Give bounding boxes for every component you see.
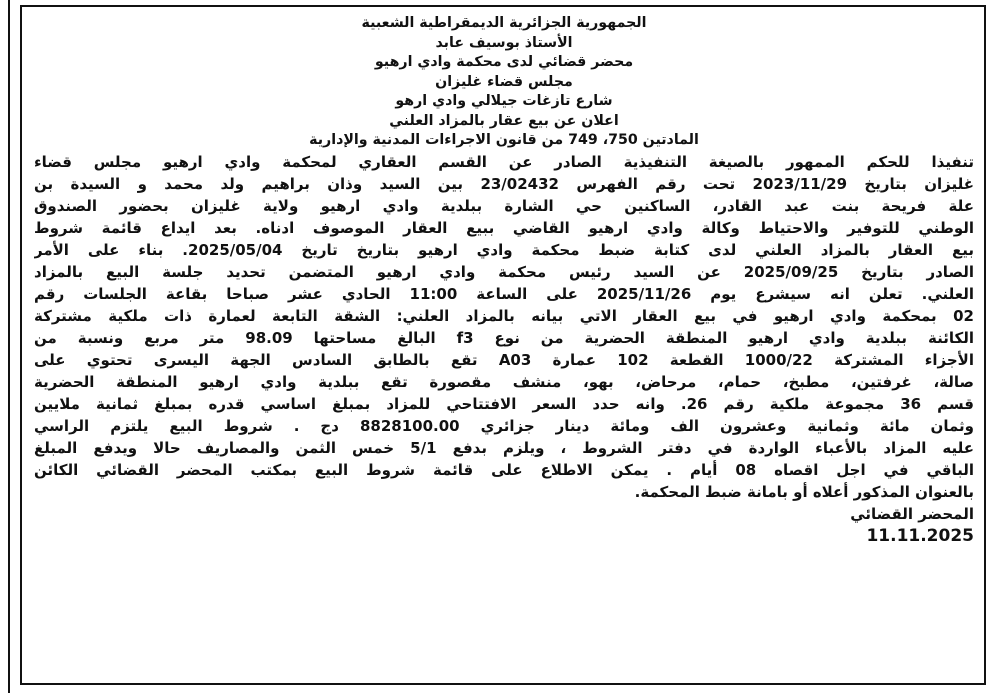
signature-date: 11.11.2025 xyxy=(866,525,974,546)
header-line: الأستاذ بوسيف عابد xyxy=(435,34,573,51)
body-line: العلني. تعلن انه سيشرع يوم 2025/11/26 على الساعة 11:00 الحادي عشر صباحا بقاعة الجلسات رقم xyxy=(34,284,974,303)
body-line: الأجزاء المشتركة 1000/22 القطعة 102 عمارة A03 تقع بالطابق السادس الجهة اليسرى تحتوي على xyxy=(34,350,974,369)
body-line: الكائنة ببلدية وادي ارهيو المنطقة الحضرية من نوع f3 البالغ مساحتها 98.09 متر مربع ونسبة من xyxy=(34,328,974,347)
legal-notice xyxy=(20,5,986,685)
body-line: قسم 36 مجموعة ملكية رقم 26. وانه حدد السعر الافتتاحي للمزاد بمبلغ اساسي قدره بمبلغ ثمانية ملايين xyxy=(34,394,974,413)
body-line: الصادر بتاريخ 2025/09/25 عن السيد رئيس محكمة وادي ارهيو المتضمن تحديد جلسة البيع بالمزاد xyxy=(34,262,974,281)
body-line: وثمان مائة وثمانية وعشرون الف ومائة دينار جزائري 8828100.00 دج . شروط البيع يلتزم الراسي xyxy=(34,416,974,435)
signature-block xyxy=(34,503,974,547)
header-line: المادتين 750، 749 من قانون الاجراءات المدنية والإدارية xyxy=(309,132,699,148)
body-line: الوطني للتوفير والاحتياط وكالة وادي ارهيو القاضي ببيع العقار الموصوف ادناه. بعد ايداع قائمة شروط xyxy=(34,218,974,237)
body-line: علة فريحة بنت عبد القادر، الساكنين حي الشارة ببلدية وادي ارهيو ولاية غليزان بحضور الصندوق xyxy=(34,196,974,215)
body-line: الباقي في اجل اقصاه 08 أيام . يمكن الاطلاع على قائمة شروط البيع بمكتب المحضر القضائي الكائن xyxy=(34,460,974,479)
notice-body xyxy=(34,151,974,503)
notice-header xyxy=(34,14,974,151)
left-border-rule xyxy=(8,0,10,693)
body-line: 02 بمحكمة وادي ارهيو في بيع العقار الاتي بيانه بالمزاد العلني: الشقة التابعة لعمارة ذات ملكية مشتركة xyxy=(34,306,974,325)
body-line: تنفيذا للحكم الممهور بالصيغة التنفيذية الصادر عن القسم العقاري لمحكمة وادي ارهيو مجلس قضاء xyxy=(34,152,974,171)
body-line: غليزان بتاريخ 2023/11/29 تحت رقم الفهرس 23/02432 بين السيد وذان براهيم ولد محمد و السيدة بن xyxy=(34,174,974,193)
signature-title: المحضر القضائي xyxy=(850,504,974,523)
header-line: شارع تازغات جيلالي وادي ارهو xyxy=(395,93,613,109)
header-line: اعلان عن بيع عقار بالمزاد العلني xyxy=(389,112,619,129)
body-line: عليه المزاد بالأعباء الواردة في دفتر الشروط ، ويلزم بدفع 5/1 خمس الثمن والمصاريف حالا ويدفع المبلغ xyxy=(34,438,974,457)
body-line: صالة، غرفتين، مطبخ، حمام، مرحاض، بهو، منشف مقصورة تقع ببلدية وادي ارهيو المنطقة الحضرية xyxy=(34,372,974,391)
header-line: محضر قضائي لدى محكمة وادي ارهيو xyxy=(374,54,634,70)
body-line: بيع العقار بالمزاد العلني لدى كتابة ضبط محكمة وادي ارهيو بتاريخ تاريخ 2025/05/04. بناء على الأمر xyxy=(34,240,974,259)
header-line: الجمهورية الجزائرية الديمقراطية الشعبية xyxy=(361,15,647,31)
body-line: بالعنوان المذكور أعلاه أو بامانة ضبط المحكمة. xyxy=(634,482,974,501)
header-line: مجلس قضاء غليزان xyxy=(435,73,573,90)
